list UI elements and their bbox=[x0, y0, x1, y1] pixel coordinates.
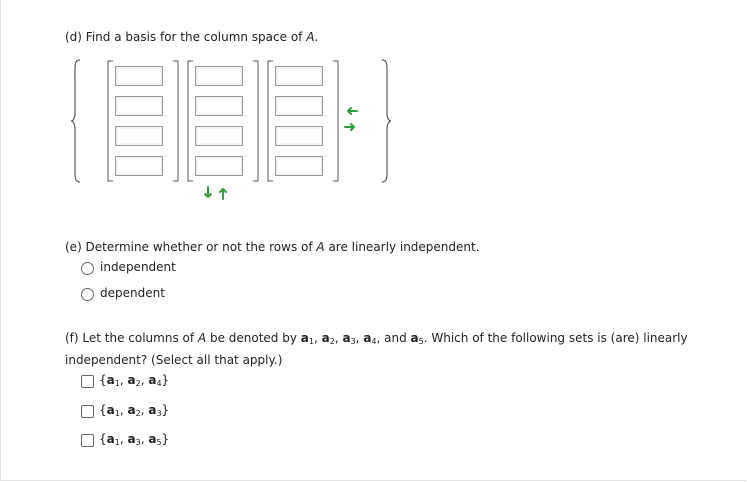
subscript: 5 bbox=[418, 337, 424, 346]
vector3-entry-1[interactable] bbox=[275, 66, 323, 86]
vector-a3: a bbox=[342, 331, 351, 345]
vector: a bbox=[106, 432, 115, 446]
vector-a4: a bbox=[363, 331, 372, 345]
add-column-arrow-icon[interactable] bbox=[344, 122, 358, 132]
question-e-text: (e) Determine whether or not the rows of bbox=[65, 240, 317, 254]
vector1-entry-4[interactable] bbox=[115, 156, 163, 176]
subscript: 1 bbox=[114, 379, 120, 388]
and-text: , and bbox=[376, 331, 411, 345]
vector2-entry-2[interactable] bbox=[195, 96, 243, 116]
brace: } bbox=[161, 403, 170, 417]
vector3-entry-3[interactable] bbox=[275, 126, 323, 146]
vector2-entry-3[interactable] bbox=[195, 126, 243, 146]
vector1-left-bracket bbox=[106, 60, 114, 182]
vector3-left-bracket bbox=[266, 60, 274, 182]
question-d bbox=[65, 30, 318, 44]
remove-row-arrow-icon[interactable] bbox=[218, 186, 228, 200]
subscript: 5 bbox=[156, 438, 162, 447]
set-open-brace bbox=[70, 58, 82, 184]
subscript: 1 bbox=[114, 438, 120, 447]
brace: { bbox=[99, 373, 107, 387]
vector-a1: a bbox=[300, 331, 309, 345]
subscript: 2 bbox=[135, 409, 141, 418]
vector2-left-bracket bbox=[186, 60, 194, 182]
set-option-3: {$a_1$, $a_3$, $a_5$} bbox=[99, 432, 170, 447]
subscript: 2 bbox=[135, 379, 141, 388]
subscript: 4 bbox=[156, 379, 162, 388]
subscript: 1 bbox=[114, 409, 120, 418]
question-d-suffix: . bbox=[314, 30, 319, 44]
vector2-entry-4[interactable] bbox=[195, 156, 243, 176]
vector2-entry-1[interactable] bbox=[195, 66, 243, 86]
matrix-var: A bbox=[197, 331, 207, 345]
brace: { bbox=[99, 432, 107, 446]
brace: } bbox=[161, 432, 170, 446]
radio-dependent[interactable] bbox=[81, 288, 94, 301]
question-d-text: (d) Find a basis for the column space of bbox=[65, 30, 307, 44]
vector: a bbox=[148, 373, 157, 387]
vector1-entry-3[interactable] bbox=[115, 126, 163, 146]
vector: a bbox=[148, 432, 157, 446]
option-dependent-label: dependent bbox=[100, 286, 165, 300]
subscript: 3 bbox=[156, 409, 162, 418]
brace: } bbox=[161, 373, 170, 387]
vector3-right-bracket bbox=[332, 60, 340, 182]
vector: a bbox=[148, 403, 157, 417]
brace: { bbox=[99, 403, 107, 417]
radio-independent[interactable] bbox=[81, 262, 94, 275]
question-f-text-mid: be denoted by bbox=[206, 331, 301, 345]
vector1-entry-1[interactable] bbox=[115, 66, 163, 86]
matrix-var: A bbox=[316, 240, 325, 254]
vector3-entry-4[interactable] bbox=[275, 156, 323, 176]
subscript: 1 bbox=[308, 337, 314, 346]
vector1-right-bracket bbox=[172, 60, 180, 182]
checkbox-option-2[interactable] bbox=[81, 405, 94, 418]
vector2-right-bracket bbox=[252, 60, 260, 182]
matrix-var: A bbox=[306, 30, 315, 44]
option-independent-label: independent bbox=[100, 260, 176, 274]
checkbox-option-1[interactable] bbox=[81, 375, 94, 388]
subscript: 4 bbox=[371, 337, 377, 346]
set-option-2: {$a_1$, $a_2$, $a_3$} bbox=[99, 403, 170, 418]
vector: a bbox=[127, 403, 136, 417]
add-row-arrow-icon[interactable] bbox=[203, 186, 213, 200]
set-close-brace bbox=[380, 58, 392, 184]
question-f-text-end: . Which of the following sets is (are) linearly bbox=[423, 331, 688, 345]
subscript: 3 bbox=[135, 438, 141, 447]
vector: a bbox=[106, 373, 115, 387]
checkbox-option-3[interactable] bbox=[81, 434, 94, 447]
set-option-1: {$a_1$, $a_2$, $a_4$} bbox=[99, 373, 170, 388]
vector1-entry-2[interactable] bbox=[115, 96, 163, 116]
remove-column-arrow-icon[interactable] bbox=[344, 106, 358, 116]
vector3-entry-2[interactable] bbox=[275, 96, 323, 116]
question-e bbox=[65, 240, 480, 254]
vector-a2: a bbox=[321, 331, 330, 345]
question-f-text: (f) Let the columns of bbox=[65, 331, 198, 345]
vector-a5: a bbox=[410, 331, 419, 345]
subscript: 2 bbox=[329, 337, 335, 346]
vector: a bbox=[127, 432, 136, 446]
vector: a bbox=[106, 403, 115, 417]
subscript: 3 bbox=[350, 337, 356, 346]
question-e-suffix: are linearly independent. bbox=[324, 240, 480, 254]
question-f-line2: independent? (Select all that apply.) bbox=[65, 353, 283, 367]
vector: a bbox=[127, 373, 136, 387]
question-f-line1: (f) Let the columns of A be denoted by $a_1$, $a_2$, $a_3$, $a_4$, and $a_5$. Which of the following sets is (are) linearly bbox=[65, 331, 688, 346]
